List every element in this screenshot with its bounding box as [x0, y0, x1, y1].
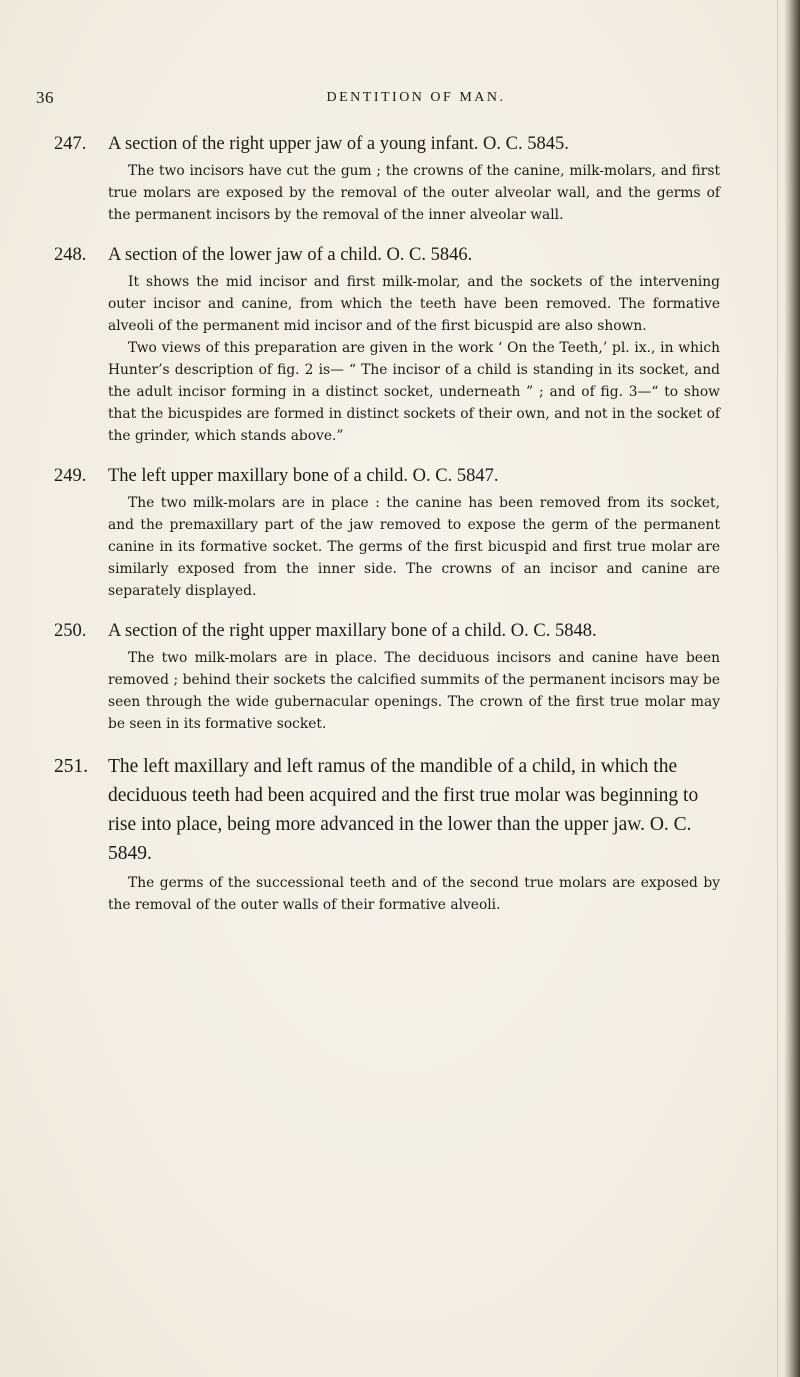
entry-title: A section of the lower jaw of a child. O. C. 5846.: [108, 245, 473, 265]
entry-number: 251.: [54, 756, 89, 777]
entry-heading: [54, 464, 720, 488]
catalogue-entry: [54, 619, 720, 735]
entry-description: [108, 271, 720, 447]
entry-heading: [54, 132, 720, 156]
entry-title: The left upper maxillary bone of a child. O. C. 5847.: [108, 466, 499, 486]
entry-paragraph: It shows the mid incisor and first milk-molar, and the sockets of the intervening outer incisor and canine, from which the teeth have been removed. The formative alveoli of the permanent mid incisor and of the first bicuspid are also shown.: [108, 274, 720, 334]
entry-paragraph: The germs of the successional teeth and of the second true molars are exposed by the removal of the outer walls of their formative alveoli.: [108, 875, 720, 913]
entry-heading: [54, 619, 720, 643]
entry-number: 247.: [54, 134, 87, 154]
entry-paragraph: The two milk-molars are in place : the canine has been removed from its socket, and the premaxillary part of the jaw removed to expose the germ of the permanent canine in its formative socket. The germs of the first bicuspid and first true molar are similarly exposed from the inner side. The crowns of an incisor and canine are separately displayed.: [108, 495, 720, 599]
entry-paragraph: The two milk-molars are in place. The deciduous incisors and canine have been removed ; behind their sockets the calcified summits of the permanent incisors may be seen through the wide gubernacular openings. The crown of the first true molar may be seen in its formative socket.: [108, 650, 720, 732]
catalogue-entry: [54, 243, 720, 447]
entry-number: 249.: [54, 466, 87, 486]
page-number: 36: [36, 88, 54, 107]
running-header: [36, 88, 736, 112]
entry-description: [108, 647, 720, 735]
entry-number: 250.: [54, 621, 87, 641]
entry-title: A section of the right upper maxillary bone of a child. O. C. 5848.: [108, 621, 597, 641]
catalogue-entry: [54, 132, 720, 226]
entry-title: The left maxillary and left ramus of the mandible of a child, in which the deciduous teeth had been acquired and the first true molar was beginning to rise into place, being more advanced in the lower than the upper jaw. O. C. 5849.: [108, 756, 699, 864]
entry-paragraph: Two views of this preparation are given in the work ‘ On the Teeth,’ pl. ix., in which Hunter’s description of fig. 2 is— “ The incisor of a child is standing in its socket, and the adult incisor forming in a distinct socket, underneath ” ; and of fig. 3—“ to show that the bicuspides are formed in distinct sockets of their own, and not in the socket of the grinder, which stands above.”: [108, 340, 720, 444]
entry-paragraph: The two incisors have cut the gum ; the crowns of the canine, milk-molars, and first true molars are exposed by the removal of the outer alveolar wall, and the germs of the permanent incisors by the removal of the inner alveolar wall.: [108, 163, 720, 223]
catalogue-entry: [54, 464, 720, 602]
page-fold-line: [777, 0, 778, 1377]
entry-number: 248.: [54, 245, 87, 265]
running-title: DENTITION OF MAN.: [326, 90, 506, 105]
entry-title: A section of the right upper jaw of a young infant. O. C. 5845.: [108, 134, 569, 154]
entry-description: [108, 492, 720, 602]
entry-heading: [54, 243, 720, 267]
catalogue-entries: [54, 132, 720, 933]
catalogue-entry: [54, 752, 720, 916]
entry-description: [108, 160, 720, 226]
page-edge-shadow: [784, 0, 800, 1377]
entry-heading: [54, 752, 720, 868]
entry-description: [108, 872, 720, 916]
